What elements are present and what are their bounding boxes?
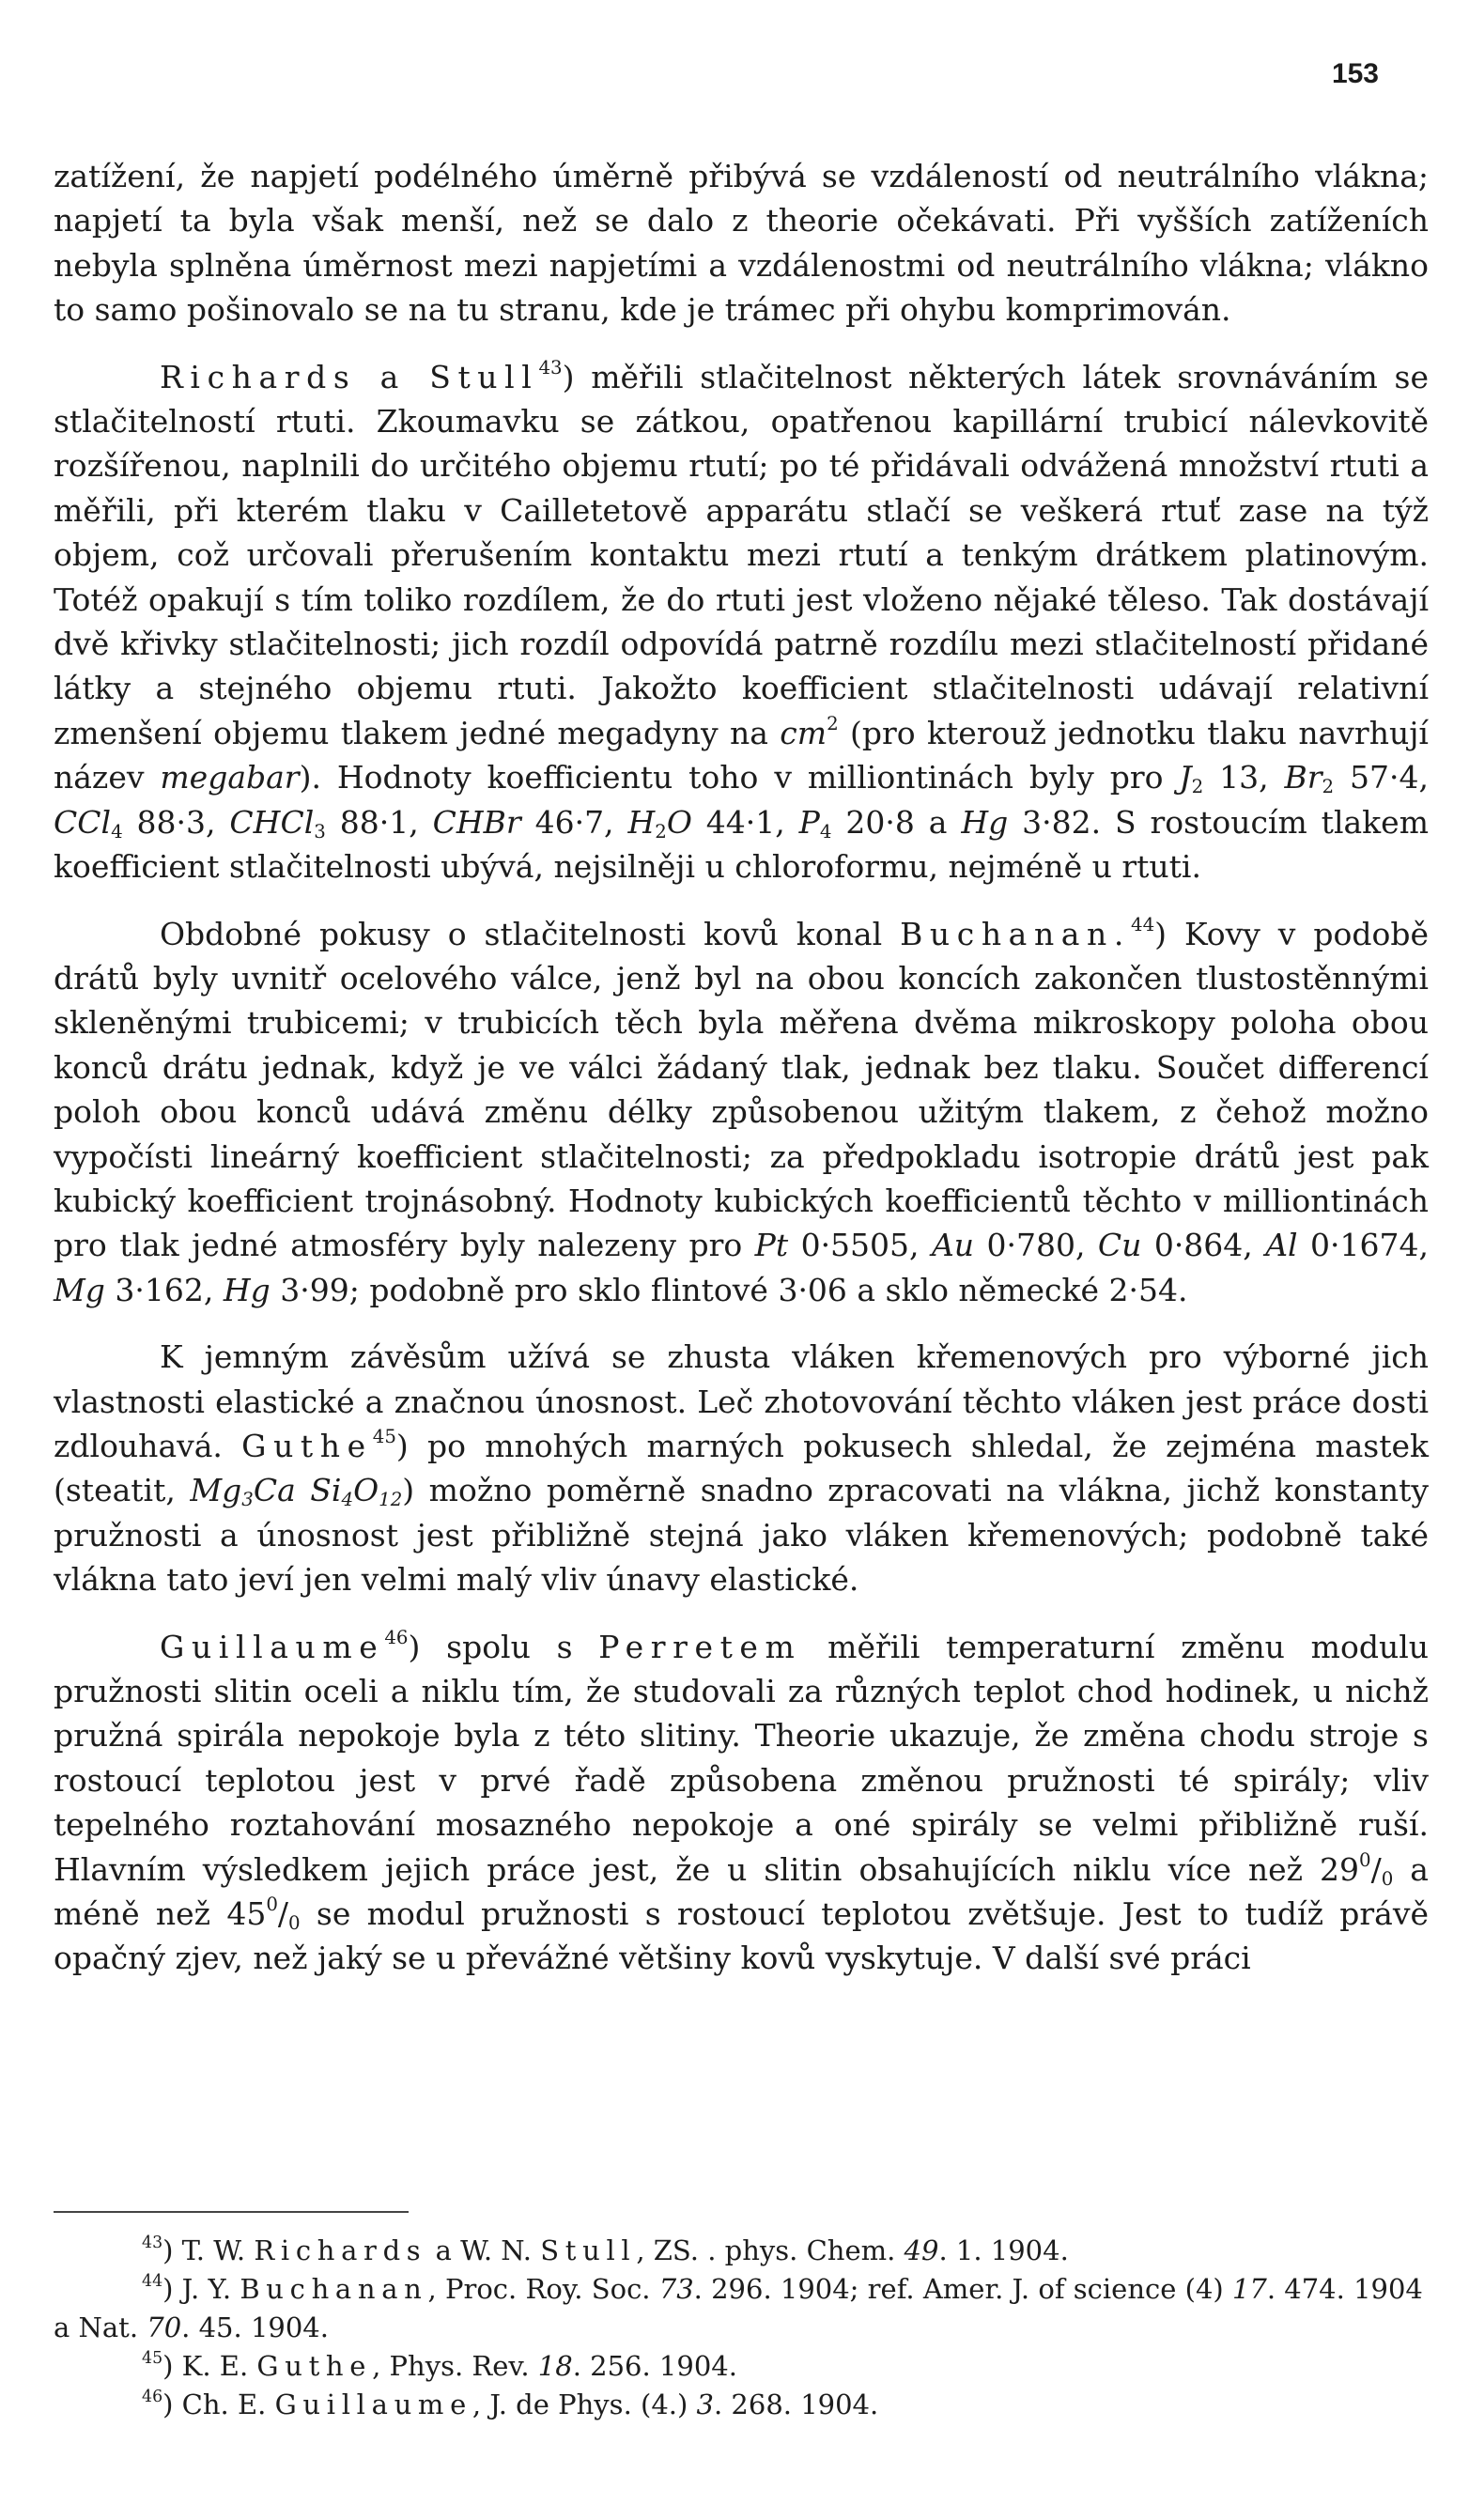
chem-symbol: H [627,803,656,841]
chem-subscript: 4 [341,1489,354,1511]
footnote-ref: 45 [372,1426,396,1448]
value: 3·99 [270,1271,349,1308]
volume-number: 17 [1231,2273,1267,2305]
footnote-46 [54,2386,1429,2424]
chem-symbol: Al [1265,1227,1298,1264]
footnote-text: a W. N. [426,2234,541,2266]
author-name: Perretem [598,1628,802,1665]
footnote-text: ) Ch. E. [162,2389,275,2420]
chem-subscript: 3 [241,1489,254,1511]
paragraph-1: zatížení, že napjetí podélného úměrně přibývá se vzdáleností od neutrálního vlákna; napjetí ta byla však menší, než se dalo z theorie očekávati. Při vyšších zatíženích nebyla splněna úměrnost mezi napjetími a vzdálenostmi od neutrálního vlákna; vlákno to samo pošinovalo se na tu stranu, kde je trámec při ohybu komprimován. [54,158,1429,329]
chem-subscript: 2 [655,820,667,843]
author-name: Buchanan. [900,915,1131,952]
paragraph-4 [54,1335,1429,1601]
footnote-number: 46 [142,2387,163,2406]
value: 0·864, [1141,1227,1266,1264]
steatite-formula [190,1472,403,1511]
value: 0·780, [974,1227,1098,1264]
value: 3·82. [1008,803,1102,841]
author-name: Guthe [256,2350,373,2382]
footnote-ref: 46 [384,1626,409,1648]
footnote-number: 43 [142,2233,163,2252]
value: 20·8 a [831,803,962,841]
percent-sign-bottom: 0 [288,1911,301,1934]
paragraph-2 [54,355,1429,889]
volume-number: 73 [658,2273,694,2305]
footnote-text: . 474. 1904 a Nat. [54,2273,1423,2343]
value: 88·1, [325,803,433,841]
chem-symbol: Br [1284,759,1322,796]
chem-symbol: CHCl [229,803,315,841]
paragraph-3 [54,912,1429,1313]
footnote-text: , ZS. . phys. Chem. [636,2234,905,2266]
author-name: Stull [540,2234,637,2266]
paragraph-text: K jemným závěsům užívá se zhusta vláken křemenových pro výborné jich vlastnosti elastické a značnou únosnost. Leč zhotovování těchto vláken jest práce dosti zdlouhavá. [54,1338,1429,1464]
footnotes [54,2232,1429,2424]
chem-symbol: O [353,1472,379,1509]
footnote-divider [54,2211,409,2213]
value: 44·1, [691,803,799,841]
chem-subscript: 4 [819,820,832,843]
value: 88·3, [122,803,230,841]
value: 46·7, [520,803,628,841]
paragraph-text: ). Hodnoty koefficientu toho v milliontinách byly pro [299,759,1180,796]
footnote-text: . 268. 1904. [713,2389,879,2420]
paragraph-text: Obdobné pokusy o stlačitelnosti kovů konal [160,915,901,952]
chem-symbol: J [1179,759,1192,796]
chem-symbol: O [666,803,692,841]
paragraph-text: měřili temperaturní změnu modulu pružnosti slitin oceli a niklu tím, že studovali za různých teplot chod hodinek, u nichž pružná spirála nepokoje byla z této slitiny. Theorie ukazuje, že změna chodu stroje s rostoucí teplotou jest v prvé řadě způsobena změnou pružnosti té spirály; vliv tepelného roztahování mosazného nepokoje a oné spirály se velmi přibližně ruší. Hlavním výsledkem jejich práce jest, že u slitin obsahujících niklu více než 29 [54,1628,1430,1888]
chem-symbol: Si [295,1472,342,1509]
chem-subscript: 12 [379,1489,403,1511]
page-number: 153 [1331,58,1379,89]
footnote-45 [54,2347,1429,2386]
chem-symbol: Ca [253,1472,296,1509]
value: 3·162, [104,1271,224,1308]
paragraph-5: Guillaume$^{46}$) spolu s Perretem měřili temperaturní změnu modulu pružnosti slitin oceli a niklu tím, že studovali za různých teplot chod hodinek, u nichž pružná spirála nepokoje byla z této slitiny. Theorie ukazuje, že změna chodu stroje s rostoucí teplotou jest v prvé řadě způsobena změnou pružnosti té spirály; vliv tepelného roztahování mosazného nepokoje a oné spirály se velmi přibližně ruší. Hlavním výsledkem jejich práce jest, že u slitin obsahujících niklu více než $29^0/_0$ a méně než $45^0/_0$ se modul pružnosti s rostoucí teplotou zvětšuje. Jest to tudíž právě opačný zjev, než jaký se u převážné většiny kovů vyskytuje. V další své práci [54,1626,1430,1977]
paragraph-text: ; podobně pro sklo flintové 3·06 a sklo německé 2·54. [348,1271,1188,1308]
chem-subscript: 2 [1322,776,1335,798]
author-name: Guillaume [274,2389,472,2420]
value: 0·1674, [1297,1227,1429,1264]
chem-symbol: Cu [1097,1227,1142,1264]
paragraph-text: ) po mnohých marných pokusech shledal, že zejména mastek (steatit, [54,1427,1429,1509]
footnote-text: , Phys. Rev. [372,2350,538,2382]
footnote-text: ) T. W. [162,2234,255,2266]
chem-subscript: 2 [1191,776,1204,798]
footnote-text: . 256. 1904. [572,2350,737,2382]
paragraph-text: (pro kterouž jednotku tlaku navrhují název [54,714,1429,796]
body-text [54,154,1429,2003]
author-name: Richards [254,2234,427,2266]
footnote-text: . 296. 1904; ref. Amer. J. of science (4) [693,2273,1232,2305]
footnote-text: . 45. 1904. [181,2311,329,2343]
value: 57·4, [1334,759,1429,796]
chem-symbol: Mg [54,1271,105,1308]
chem-symbol: CCl [54,803,112,841]
footnote-text: ) K. E. [162,2350,257,2382]
volume-number: 49 [904,2234,939,2266]
author-name: Richards a Stull [160,358,539,395]
paragraph-text: ) měřili stlačitelnost některých látek srovnáváním se stlačitelností rtuti. Zkoumavku se zátkou, opatřenou kapillární trubicí nálevkovitě rozšířenou, naplnili do určitého objemu rtutí; po té přidávali odvážená množství rtuti a měřili, při kterém tlaku v Cailletetově apparátu stlačí se veškerá rtuť zase na týž objem, což určovali přerušením kontaktu mezi rtutí a tenkým drátkem platinovým. Totéž opakují s tím toliko rozdílem, že do rtuti jest vloženo nějaké těleso. Tak dostávají dvě křivky stlačitelnosti; jich rozdíl odpovídá patrně rozdílu mezi stlačitelností přidané látky a stejného objemu rtuti. Jakožto koefficient stlačitelnosti udávají relativní zmenšení objemu tlakem jedné megadyny na [54,358,1430,751]
volume-number: 18 [537,2350,573,2382]
footnote-text: , Proc. Roy. Soc. [427,2273,659,2305]
unit: cm [780,714,827,751]
paragraph-text: ) spolu s [408,1628,599,1665]
percent-sign-top: 0 [1359,1848,1371,1871]
chem-symbol: Pt [754,1227,789,1264]
author-name: Buchanan [240,2273,428,2305]
chem-symbol: CHBr [432,803,521,841]
author-name: Guthe [241,1427,373,1464]
footnote-43 [54,2232,1429,2270]
paragraph-text: ) možno poměrně snadno zpracovati na vlákna, jichž konstanty pružnosti a únosnost jest přibližně stejná jako vláken křemenových; podobně také vlákna tato jeví jen velmi malý vliv únavy elastické. [54,1472,1429,1599]
paragraph-text: a méně než 45 [54,1850,1429,1933]
footnote-text: . 1. 1904. [938,2234,1069,2266]
footnote-44 [54,2270,1429,2347]
footnote-number: 44 [142,2271,163,2291]
paragraph-text: se modul pružnosti s rostoucí teplotou zvětšuje. Jest to tudíž právě opačný zjev, než jaký se u převážné většiny kovů vyskytuje. V další své práci [54,1895,1429,1977]
chem-symbol: Au [931,1227,975,1264]
chem-symbol: Mg [190,1472,242,1509]
paragraph-text: ) Kovy v podobě drátů byly uvnitř ocelového válce, jenž byl na obou koncích zakončen tlustostěnnými skleněnými trubicemi; v trubicích těch byla měřena dvěma mikroskopy poloha obou konců drátu jednak, když je ve válci žádaný tlak, jednak bez tlaku. Součet differencí poloh obou konců udává změnu délky způsobenou užitým tlakem, z čehož možno vypočísti lineárný koefficient stlačitelnosti; za předpokladu isotropie drátů jest pak kubický koefficient trojnásobný. Hodnoty kubických koefficientů těchto v milliontinách pro tlak jedné atmosféry byly nalezeny pro [54,915,1429,1264]
chem-symbol: Hg [223,1271,271,1308]
percent-sign-bottom: 0 [1381,1867,1394,1890]
paragraph-text: S rostoucím tlakem koefficient stlačitelnosti ubývá, nejsilněji u chloroformu, nejméně u rtuti. [54,803,1429,886]
volume-number: 3 [696,2389,714,2420]
chem-symbol: P [798,803,820,841]
unit-exponent: 2 [827,713,839,735]
chem-symbol: Hg [961,803,1009,841]
footnote-ref: 43 [538,356,563,379]
value: 0·5505, [788,1227,932,1264]
author-name: Guillaume [160,1628,385,1665]
footnote-text: ) J. Y. [162,2273,240,2305]
term-megabar: megabar [160,759,300,796]
chem-subscript: 3 [314,820,326,843]
footnote-text: , J. de Phys. (4.) [472,2389,697,2420]
value: 13, [1203,759,1285,796]
footnote-number: 45 [142,2348,163,2368]
volume-number: 70 [147,2311,182,2343]
footnote-ref: 44 [1130,913,1155,935]
chem-subscript: 4 [111,820,123,843]
percent-sign-top: 0 [266,1894,278,1916]
